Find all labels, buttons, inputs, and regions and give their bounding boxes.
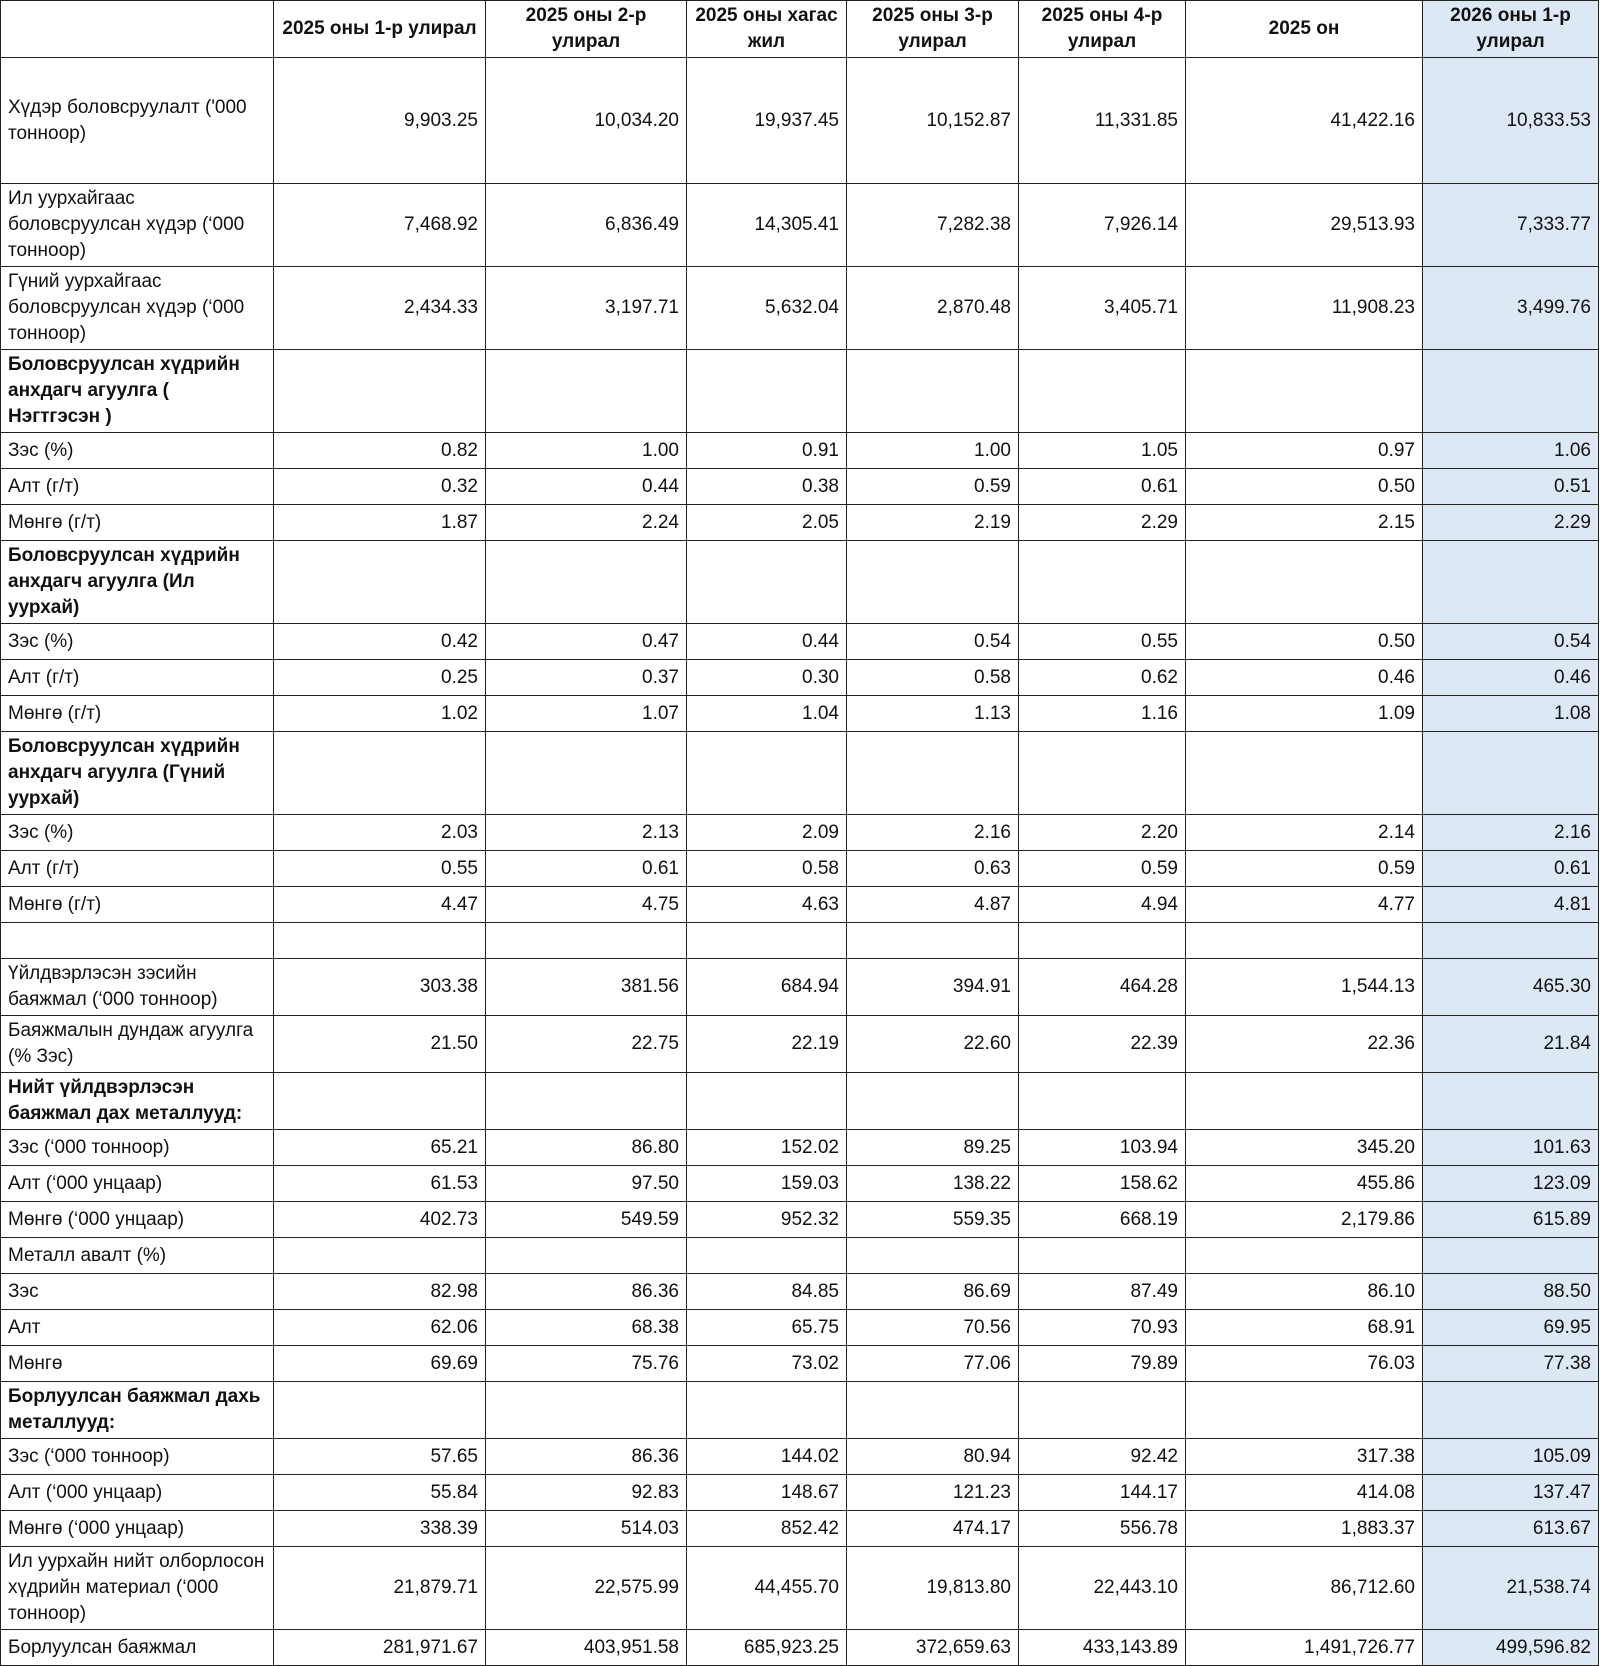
value-cell: 138.22 [847, 1166, 1019, 1202]
table-row [1, 1382, 1599, 1439]
value-cell: 7,468.92 [274, 184, 486, 267]
value-cell: 137.47 [1423, 1475, 1599, 1511]
value-cell: 559.35 [847, 1202, 1019, 1238]
table-row [1, 1130, 1599, 1166]
value-cell: 2.13 [486, 815, 687, 851]
value-cell: 86.10 [1186, 1274, 1423, 1310]
row-label: Боловсруулсан хүдрийн анхдагч агуулга (Ил уурхай) [1, 541, 274, 624]
row-label: Үйлдвэрлэсэн зэсийн баяжмал (‘000 тоннoор) [1, 959, 274, 1016]
table-row [1, 1547, 1599, 1630]
value-cell [1423, 1073, 1599, 1130]
value-cell: 44,455.70 [687, 1547, 847, 1630]
value-cell: 144.02 [687, 1439, 847, 1475]
value-cell [486, 732, 687, 815]
value-cell: 403,951.58 [486, 1630, 687, 1666]
value-cell [1019, 1382, 1186, 1439]
value-cell: 1.04 [687, 696, 847, 732]
row-label: Металл авалт (%) [1, 1238, 274, 1274]
header-row [1, 1, 1599, 58]
value-cell: 41,422.16 [1186, 58, 1423, 184]
value-cell: 0.51 [1423, 469, 1599, 505]
value-cell: 465.30 [1423, 959, 1599, 1016]
value-cell [1423, 1382, 1599, 1439]
value-cell [486, 1073, 687, 1130]
value-cell: 21.50 [274, 1016, 486, 1073]
value-cell [486, 350, 687, 433]
value-cell: 1.87 [274, 505, 486, 541]
value-cell [274, 541, 486, 624]
value-cell: 0.59 [847, 469, 1019, 505]
value-cell: 2.16 [847, 815, 1019, 851]
value-cell [1186, 732, 1423, 815]
row-label: Баяжмалын дундаж агуулга (% Зэс) [1, 1016, 274, 1073]
row-label: Зэс (%) [1, 815, 274, 851]
value-cell: 4.77 [1186, 887, 1423, 923]
value-cell [486, 1238, 687, 1274]
row-label: Алт (‘000 унцаар) [1, 1475, 274, 1511]
row-label: Мөнгө (г/т) [1, 505, 274, 541]
value-cell: 14,305.41 [687, 184, 847, 267]
row-label: Мөнгө (‘000 унцаар) [1, 1511, 274, 1547]
value-cell: 615.89 [1423, 1202, 1599, 1238]
value-cell: 7,282.38 [847, 184, 1019, 267]
value-cell [1019, 923, 1186, 959]
value-cell: 0.46 [1186, 660, 1423, 696]
value-cell: 514.03 [486, 1511, 687, 1547]
row-label: Алт (г/т) [1, 469, 274, 505]
row-label [1, 923, 274, 959]
value-cell [274, 1073, 486, 1130]
value-cell: 80.94 [847, 1439, 1019, 1475]
value-cell: 4.47 [274, 887, 486, 923]
value-cell: 2.03 [274, 815, 486, 851]
column-header: 2025 оны 1-р улирал [274, 1, 486, 58]
value-cell: 1.08 [1423, 696, 1599, 732]
value-cell: 82.98 [274, 1274, 486, 1310]
value-cell [687, 923, 847, 959]
value-cell: 381.56 [486, 959, 687, 1016]
value-cell [847, 732, 1019, 815]
value-cell: 1.06 [1423, 433, 1599, 469]
value-cell [1186, 1238, 1423, 1274]
value-cell [687, 350, 847, 433]
value-cell: 65.21 [274, 1130, 486, 1166]
value-cell: 2.29 [1019, 505, 1186, 541]
value-cell: 317.38 [1186, 1439, 1423, 1475]
table-row [1, 959, 1599, 1016]
value-cell: 68.91 [1186, 1310, 1423, 1346]
value-cell [687, 732, 847, 815]
table-row [1, 1238, 1599, 1274]
value-cell: 0.44 [687, 624, 847, 660]
value-cell: 158.62 [1019, 1166, 1186, 1202]
value-cell: 372,659.63 [847, 1630, 1019, 1666]
value-cell: 0.63 [847, 851, 1019, 887]
value-cell: 0.55 [1019, 624, 1186, 660]
value-cell: 0.30 [687, 660, 847, 696]
value-cell: 121.23 [847, 1475, 1019, 1511]
value-cell [1423, 350, 1599, 433]
value-cell: 21,879.71 [274, 1547, 486, 1630]
column-header: 2026 оны 1-р улирал [1423, 1, 1599, 58]
value-cell: 613.67 [1423, 1511, 1599, 1547]
row-label: Мөнгө [1, 1346, 274, 1382]
value-cell: 1.16 [1019, 696, 1186, 732]
value-cell: 87.49 [1019, 1274, 1186, 1310]
value-cell: 86.80 [486, 1130, 687, 1166]
table-row [1, 469, 1599, 505]
value-cell: 22.19 [687, 1016, 847, 1073]
value-cell: 7,926.14 [1019, 184, 1186, 267]
value-cell [847, 1073, 1019, 1130]
value-cell: 70.56 [847, 1310, 1019, 1346]
table-row [1, 184, 1599, 267]
value-cell: 281,971.67 [274, 1630, 486, 1666]
table-row [1, 350, 1599, 433]
value-cell: 433,143.89 [1019, 1630, 1186, 1666]
value-cell: 77.06 [847, 1346, 1019, 1382]
column-header: 2025 он [1186, 1, 1423, 58]
row-label: Зэс (%) [1, 433, 274, 469]
table-row [1, 696, 1599, 732]
value-cell: 68.38 [486, 1310, 687, 1346]
value-cell [274, 732, 486, 815]
value-cell [687, 1238, 847, 1274]
value-cell: 19,813.80 [847, 1547, 1019, 1630]
value-cell: 148.67 [687, 1475, 847, 1511]
value-cell: 0.38 [687, 469, 847, 505]
value-cell: 0.46 [1423, 660, 1599, 696]
value-cell: 3,405.71 [1019, 267, 1186, 350]
value-cell [1423, 1238, 1599, 1274]
value-cell: 0.44 [486, 469, 687, 505]
table-row [1, 541, 1599, 624]
value-cell [847, 923, 1019, 959]
value-cell: 6,836.49 [486, 184, 687, 267]
value-cell: 22.75 [486, 1016, 687, 1073]
value-cell [1019, 541, 1186, 624]
value-cell: 55.84 [274, 1475, 486, 1511]
value-cell: 79.89 [1019, 1346, 1186, 1382]
value-cell: 65.75 [687, 1310, 847, 1346]
value-cell: 92.42 [1019, 1439, 1186, 1475]
value-cell: 4.94 [1019, 887, 1186, 923]
row-label: Мөнгө (‘000 унцаар) [1, 1202, 274, 1238]
value-cell: 402.73 [274, 1202, 486, 1238]
table-row [1, 1016, 1599, 1073]
value-cell: 4.81 [1423, 887, 1599, 923]
value-cell: 0.55 [274, 851, 486, 887]
value-cell: 5,632.04 [687, 267, 847, 350]
row-label: Алт [1, 1310, 274, 1346]
value-cell: 57.65 [274, 1439, 486, 1475]
value-cell [1019, 1238, 1186, 1274]
value-cell: 144.17 [1019, 1475, 1186, 1511]
value-cell [1019, 350, 1186, 433]
value-cell: 1.09 [1186, 696, 1423, 732]
value-cell: 62.06 [274, 1310, 486, 1346]
table-row [1, 58, 1599, 184]
value-cell: 61.53 [274, 1166, 486, 1202]
value-cell: 455.86 [1186, 1166, 1423, 1202]
value-cell: 0.42 [274, 624, 486, 660]
value-cell: 70.93 [1019, 1310, 1186, 1346]
row-label: Боловсруулсан хүдрийн анхдагч агуулга ( Нэгтгэсэн ) [1, 350, 274, 433]
value-cell: 0.54 [1423, 624, 1599, 660]
table-row [1, 624, 1599, 660]
value-cell [687, 1382, 847, 1439]
value-cell: 4.63 [687, 887, 847, 923]
row-label: Борлуулсан баяжмал дахь металлууд: [1, 1382, 274, 1439]
value-cell: 103.94 [1019, 1130, 1186, 1166]
value-cell: 88.50 [1423, 1274, 1599, 1310]
value-cell: 76.03 [1186, 1346, 1423, 1382]
value-cell: 0.50 [1186, 624, 1423, 660]
value-cell: 86.69 [847, 1274, 1019, 1310]
value-cell [847, 350, 1019, 433]
table-row [1, 1166, 1599, 1202]
table-row [1, 851, 1599, 887]
value-cell: 499,596.82 [1423, 1630, 1599, 1666]
value-cell: 1.02 [274, 696, 486, 732]
value-cell: 0.25 [274, 660, 486, 696]
value-cell: 19,937.45 [687, 58, 847, 184]
value-cell: 10,034.20 [486, 58, 687, 184]
row-label: Алт (г/т) [1, 660, 274, 696]
value-cell: 101.63 [1423, 1130, 1599, 1166]
value-cell: 97.50 [486, 1166, 687, 1202]
value-cell: 1.00 [847, 433, 1019, 469]
table-row [1, 1202, 1599, 1238]
value-cell: 22.39 [1019, 1016, 1186, 1073]
value-cell: 394.91 [847, 959, 1019, 1016]
value-cell: 105.09 [1423, 1439, 1599, 1475]
value-cell: 75.76 [486, 1346, 687, 1382]
value-cell: 668.19 [1019, 1202, 1186, 1238]
value-cell: 1.00 [486, 433, 687, 469]
value-cell: 0.58 [847, 660, 1019, 696]
value-cell: 3,499.76 [1423, 267, 1599, 350]
row-label: Гүний уурхайгаас боловсруулсан хүдэр (‘000 тоннoор) [1, 267, 274, 350]
column-header: 2025 оны 3-р улирал [847, 1, 1019, 58]
value-cell: 86,712.60 [1186, 1547, 1423, 1630]
value-cell [486, 923, 687, 959]
value-cell: 0.50 [1186, 469, 1423, 505]
value-cell: 2.19 [847, 505, 1019, 541]
value-cell: 0.37 [486, 660, 687, 696]
value-cell: 2.29 [1423, 505, 1599, 541]
value-cell: 0.82 [274, 433, 486, 469]
value-cell: 22.36 [1186, 1016, 1423, 1073]
value-cell: 4.87 [847, 887, 1019, 923]
value-cell: 77.38 [1423, 1346, 1599, 1382]
table-row [1, 1439, 1599, 1475]
row-label: Алт (‘000 унцаар) [1, 1166, 274, 1202]
row-label: Зэс (‘000 тоннoор) [1, 1130, 274, 1166]
value-cell: 684.94 [687, 959, 847, 1016]
value-cell: 9,903.25 [274, 58, 486, 184]
value-cell: 10,152.87 [847, 58, 1019, 184]
value-cell: 0.61 [1019, 469, 1186, 505]
value-cell [486, 1382, 687, 1439]
row-label: Зэс (%) [1, 624, 274, 660]
table-row [1, 1346, 1599, 1382]
value-cell: 0.61 [486, 851, 687, 887]
value-cell [486, 541, 687, 624]
row-label: Зэс (‘000 тоннoор) [1, 1439, 274, 1475]
value-cell: 338.39 [274, 1511, 486, 1547]
value-cell: 86.36 [486, 1439, 687, 1475]
value-cell [687, 1073, 847, 1130]
value-cell: 2,870.48 [847, 267, 1019, 350]
table-row [1, 1274, 1599, 1310]
row-label: Ил уурхайн нийт олборлосон хүдрийн материал (‘000 тоннoор) [1, 1547, 274, 1630]
value-cell: 685,923.25 [687, 1630, 847, 1666]
table-row [1, 815, 1599, 851]
row-label: Ил уурхайгаас боловсруулсан хүдэр (‘000 тоннoор) [1, 184, 274, 267]
value-cell: 1,883.37 [1186, 1511, 1423, 1547]
table-row [1, 660, 1599, 696]
table-row [1, 923, 1599, 959]
value-cell: 464.28 [1019, 959, 1186, 1016]
value-cell: 2.15 [1186, 505, 1423, 541]
table-row [1, 505, 1599, 541]
value-cell [274, 350, 486, 433]
table-row [1, 267, 1599, 350]
value-cell: 0.59 [1019, 851, 1186, 887]
value-cell: 84.85 [687, 1274, 847, 1310]
column-header: 2025 оны 4-р улирал [1019, 1, 1186, 58]
value-cell: 2.20 [1019, 815, 1186, 851]
table-row [1, 732, 1599, 815]
value-cell: 10,833.53 [1423, 58, 1599, 184]
value-cell: 2,434.33 [274, 267, 486, 350]
value-cell: 159.03 [687, 1166, 847, 1202]
value-cell [1019, 1073, 1186, 1130]
value-cell: 3,197.71 [486, 267, 687, 350]
value-cell: 0.62 [1019, 660, 1186, 696]
value-cell: 0.61 [1423, 851, 1599, 887]
value-cell [1423, 541, 1599, 624]
value-cell: 29,513.93 [1186, 184, 1423, 267]
value-cell: 2.24 [486, 505, 687, 541]
value-cell: 22,443.10 [1019, 1547, 1186, 1630]
column-header: 2025 оны хагас жил [687, 1, 847, 58]
value-cell: 0.97 [1186, 433, 1423, 469]
table-row [1, 1630, 1599, 1666]
table-row [1, 1073, 1599, 1130]
value-cell: 1.05 [1019, 433, 1186, 469]
value-cell: 86.36 [486, 1274, 687, 1310]
value-cell: 22.60 [847, 1016, 1019, 1073]
value-cell: 2.14 [1186, 815, 1423, 851]
value-cell: 0.91 [687, 433, 847, 469]
value-cell: 414.08 [1186, 1475, 1423, 1511]
value-cell [1186, 1382, 1423, 1439]
row-label: Борлуулсан баяжмал [1, 1630, 274, 1666]
value-cell [847, 1382, 1019, 1439]
value-cell: 21,538.74 [1423, 1547, 1599, 1630]
table-row [1, 433, 1599, 469]
value-cell: 4.75 [486, 887, 687, 923]
corner-cell [1, 1, 274, 58]
row-label: Зэс [1, 1274, 274, 1310]
value-cell: 0.54 [847, 624, 1019, 660]
value-cell: 1,544.13 [1186, 959, 1423, 1016]
value-cell: 73.02 [687, 1346, 847, 1382]
value-cell: 852.42 [687, 1511, 847, 1547]
value-cell: 11,331.85 [1019, 58, 1186, 184]
value-cell [274, 1238, 486, 1274]
value-cell: 152.02 [687, 1130, 847, 1166]
value-cell [1019, 732, 1186, 815]
row-label: Мөнгө (г/т) [1, 887, 274, 923]
value-cell: 21.84 [1423, 1016, 1599, 1073]
value-cell: 1,491,726.77 [1186, 1630, 1423, 1666]
value-cell [274, 923, 486, 959]
value-cell [1186, 541, 1423, 624]
value-cell: 1.07 [486, 696, 687, 732]
value-cell: 1.13 [847, 696, 1019, 732]
value-cell: 123.09 [1423, 1166, 1599, 1202]
value-cell: 22,575.99 [486, 1547, 687, 1630]
value-cell: 2,179.86 [1186, 1202, 1423, 1238]
value-cell [1423, 732, 1599, 815]
value-cell [1186, 923, 1423, 959]
value-cell: 474.17 [847, 1511, 1019, 1547]
value-cell: 0.58 [687, 851, 847, 887]
value-cell: 549.59 [486, 1202, 687, 1238]
value-cell: 2.16 [1423, 815, 1599, 851]
table-row [1, 887, 1599, 923]
row-label: Хүдэр боловсруулалт ('000 тоннoор) [1, 58, 274, 184]
value-cell: 303.38 [274, 959, 486, 1016]
value-cell: 0.47 [486, 624, 687, 660]
value-cell: 0.59 [1186, 851, 1423, 887]
value-cell [847, 1238, 1019, 1274]
row-label: Боловсруулсан хүдрийн анхдагч агуулга (Гүний уурхай) [1, 732, 274, 815]
value-cell [1186, 1073, 1423, 1130]
table-row [1, 1511, 1599, 1547]
value-cell: 556.78 [1019, 1511, 1186, 1547]
value-cell [687, 541, 847, 624]
table-row [1, 1475, 1599, 1511]
value-cell: 7,333.77 [1423, 184, 1599, 267]
value-cell [847, 541, 1019, 624]
value-cell [1423, 923, 1599, 959]
value-cell: 2.05 [687, 505, 847, 541]
value-cell: 69.95 [1423, 1310, 1599, 1346]
value-cell: 952.32 [687, 1202, 847, 1238]
value-cell: 69.69 [274, 1346, 486, 1382]
value-cell: 0.32 [274, 469, 486, 505]
value-cell: 92.83 [486, 1475, 687, 1511]
value-cell: 2.09 [687, 815, 847, 851]
value-cell: 89.25 [847, 1130, 1019, 1166]
value-cell: 11,908.23 [1186, 267, 1423, 350]
value-cell [274, 1382, 486, 1439]
value-cell [1186, 350, 1423, 433]
column-header: 2025 оны 2-р улирал [486, 1, 687, 58]
row-label: Мөнгө (г/т) [1, 696, 274, 732]
table-row [1, 1310, 1599, 1346]
row-label: Нийт үйлдвэрлэсэн баяжмал дах металлууд: [1, 1073, 274, 1130]
value-cell: 345.20 [1186, 1130, 1423, 1166]
row-label: Алт (г/т) [1, 851, 274, 887]
